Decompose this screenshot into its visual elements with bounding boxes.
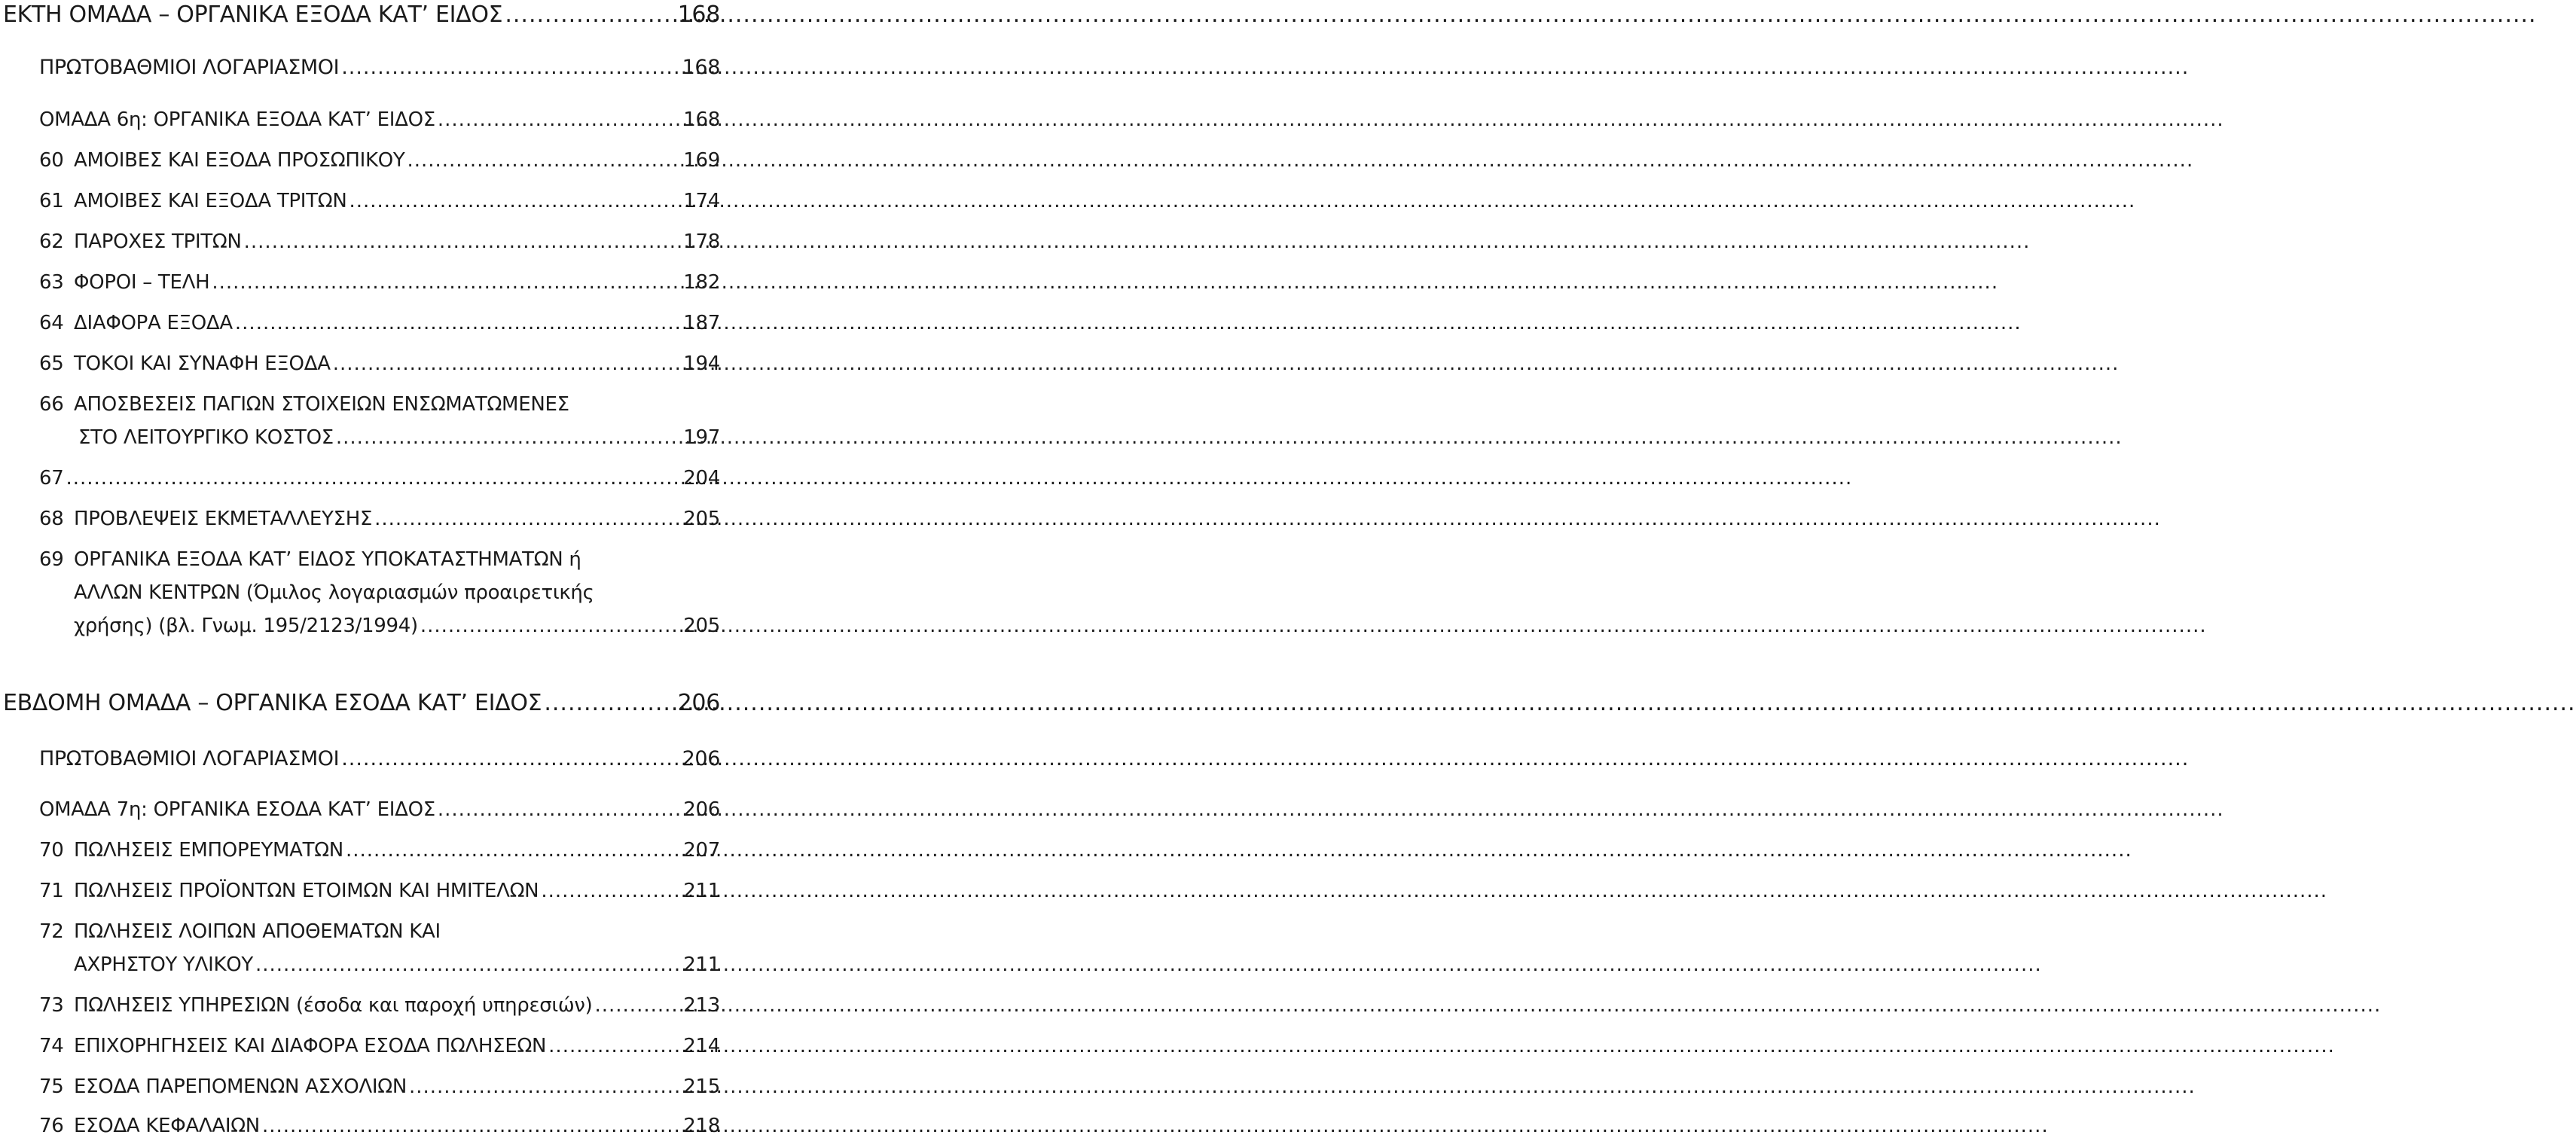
- dot-leader: [438, 108, 679, 131]
- toc-page: 168: [683, 108, 720, 131]
- toc-title: ΕΒΔΟΜΗ ΟΜΑΔΑ – ΟΡΓΑΝΙΚΑ ΕΣΟΔΑ ΚΑΤ’ ΕΙΔΟΣ: [3, 690, 542, 716]
- toc-entry[interactable]: [3, 2, 720, 28]
- dot-leader: [244, 230, 679, 253]
- toc-page: 169: [683, 149, 720, 172]
- toc-page: 213: [683, 994, 720, 1017]
- toc-page: 178: [683, 230, 720, 253]
- toc-page: 207: [683, 839, 720, 862]
- toc-title: ΣΤΟ ΛΕΙΤΟΥΡΓΙΚΟ ΚΟΣΤΟΣ: [78, 426, 334, 449]
- toc-title: ΠΩΛΗΣΕΙΣ ΠΡΟΪΟΝΤΩΝ ΕΤΟΙΜΩΝ ΚΑΙ ΗΜΙΤΕΛΩΝ: [74, 880, 539, 902]
- dot-leader: [548, 1035, 679, 1057]
- toc-page: 211: [683, 953, 720, 976]
- toc-page: 206: [683, 798, 720, 821]
- dot-leader: [407, 149, 679, 172]
- account-number: 63: [39, 271, 64, 294]
- toc-title: ΠΑΡΟΧΕΣ ΤΡΙΤΩΝ: [74, 230, 242, 253]
- toc-entry[interactable]: [78, 426, 720, 449]
- toc-entry[interactable]: [39, 508, 720, 530]
- toc-title: ΕΣΟΔΑ ΚΕΦΑΛΑΙΩΝ: [74, 1115, 260, 1137]
- dot-leader: [420, 615, 679, 637]
- dot-leader: [255, 953, 679, 976]
- toc-page: 168: [677, 2, 720, 28]
- toc-entry[interactable]: [39, 271, 720, 294]
- toc-page: 215: [683, 1075, 720, 1098]
- toc-title: ΕΚΤΗ ΟΜΑΔΑ – ΟΡΓΑΝΙΚΑ ΕΞΟΔΑ ΚΑΤ’ ΕΙΔΟΣ: [3, 2, 503, 28]
- toc-entry[interactable]: [39, 839, 720, 862]
- account-number: 61: [39, 190, 64, 212]
- toc-title: ΦΟΡΟΙ – ΤΕΛΗ: [74, 271, 210, 294]
- account-number: 72: [39, 920, 64, 943]
- toc-entry[interactable]: [39, 994, 720, 1017]
- toc-title: ΑΧΡΗΣΤΟΥ ΥΛΙΚΟΥ: [74, 953, 253, 976]
- account-number: 73: [39, 994, 64, 1017]
- toc-title-line: ΠΩΛΗΣΕΙΣ ΛΟΙΠΩΝ ΑΠΟΘΕΜΑΤΩΝ ΚΑΙ: [74, 920, 441, 943]
- toc-entry[interactable]: [39, 1035, 720, 1057]
- toc-page: 205: [683, 508, 720, 530]
- toc-title: ΑΜΟΙΒΕΣ ΚΑΙ ΕΞΟΔΑ ΤΡΙΤΩΝ: [74, 190, 347, 212]
- account-number: 69: [39, 548, 64, 571]
- toc-page: 205: [683, 615, 720, 637]
- toc-title: ΟΜΑΔΑ 7η: ΟΡΓΑΝΙΚΑ ΕΣΟΔΑ ΚΑΤ’ ΕΙΔΟΣ: [39, 798, 435, 821]
- dot-leader: [341, 747, 677, 770]
- toc-page: 218: [683, 1115, 720, 1137]
- dot-leader: [336, 426, 679, 449]
- toc-title: ΕΣΟΔΑ ΠΑΡΕΠΟΜΕΝΩΝ ΑΣΧΟΛΙΩΝ: [74, 1075, 407, 1098]
- toc-title: ΠΡΩΤΟΒΑΘΜΙΟΙ ΛΟΓΑΡΙΑΣΜΟΙ: [39, 747, 340, 770]
- toc-entry-first-line: [39, 920, 441, 943]
- dot-leader: [262, 1115, 679, 1137]
- dot-leader: [349, 190, 679, 212]
- toc-entry[interactable]: [39, 880, 720, 902]
- dot-leader: [66, 467, 679, 490]
- toc-title-line: ΑΛΛΩΝ ΚΕΝΤΡΩΝ (Όμιλος λογαριασμών προαιρετικής: [74, 581, 594, 604]
- toc-entry-first-line: [39, 548, 581, 571]
- toc-entry[interactable]: [3, 690, 720, 716]
- toc-page: 214: [683, 1035, 720, 1057]
- toc-entry[interactable]: [39, 798, 720, 821]
- toc-title: ΑΜΟΙΒΕΣ ΚΑΙ ΕΞΟΔΑ ΠΡΟΣΩΠΙΚΟΥ: [74, 149, 405, 172]
- account-number: 74: [39, 1035, 64, 1057]
- dot-leader: [374, 508, 679, 530]
- account-number: 76: [39, 1115, 64, 1137]
- dot-leader: [333, 352, 679, 375]
- toc-entry-first-line: [39, 393, 569, 416]
- dot-leader: [235, 312, 679, 334]
- toc-page: 194: [683, 352, 720, 375]
- dot-leader: [594, 994, 679, 1017]
- account-number: 65: [39, 352, 64, 375]
- toc-page: 168: [682, 56, 720, 79]
- toc-title: ΔΙΑΦΟΡΑ ΕΞΟΔΑ: [74, 312, 233, 334]
- dot-leader: [212, 271, 679, 294]
- account-number: 68: [39, 508, 64, 530]
- account-number: 75: [39, 1075, 64, 1098]
- toc-page: 211: [683, 880, 720, 902]
- toc-entry[interactable]: [39, 467, 720, 490]
- toc-page: 206: [682, 747, 720, 770]
- account-number: 62: [39, 230, 64, 253]
- dot-leader: [541, 880, 679, 902]
- toc-entry[interactable]: [39, 108, 720, 131]
- toc-title: ΟΜΑΔΑ 6η: ΟΡΓΑΝΙΚΑ ΕΞΟΔΑ ΚΑΤ’ ΕΙΔΟΣ: [39, 108, 435, 131]
- toc-entry[interactable]: [39, 230, 720, 253]
- dot-leader: [438, 798, 679, 821]
- account-number: 60: [39, 149, 64, 172]
- toc-entry[interactable]: [39, 1075, 720, 1098]
- toc-page: 197: [683, 426, 720, 449]
- toc-title: ΠΩΛΗΣΕΙΣ ΥΠΗΡΕΣΙΩΝ (έσοδα και παροχή υπηρεσιών): [74, 994, 593, 1017]
- toc-entry[interactable]: [39, 352, 720, 375]
- toc-entry[interactable]: [74, 615, 720, 637]
- toc-title-line: ΑΠΟΣΒΕΣΕΙΣ ΠΑΓΙΩΝ ΣΤΟΙΧΕΙΩΝ ΕΝΣΩΜΑΤΩΜΕΝΕΣ: [74, 393, 569, 416]
- dot-leader: [409, 1075, 679, 1098]
- toc-page: 206: [677, 690, 720, 716]
- dot-leader: [544, 690, 673, 716]
- dot-leader: [341, 56, 677, 79]
- toc-page: 204: [683, 467, 720, 490]
- toc-title-line: ΟΡΓΑΝΙΚΑ ΕΞΟΔΑ ΚΑΤ’ ΕΙΔΟΣ ΥΠΟΚΑΤΑΣΤΗΜΑΤΩΝ ή: [74, 548, 581, 571]
- toc-title: χρήσης) (βλ. Γνωμ. 195/2123/1994): [74, 615, 418, 637]
- toc-entry[interactable]: [39, 312, 720, 334]
- toc-entry[interactable]: [39, 1115, 720, 1137]
- toc-title: ΠΩΛΗΣΕΙΣ ΕΜΠΟΡΕΥΜΑΤΩΝ: [74, 839, 343, 862]
- account-number: 66: [39, 393, 64, 416]
- dot-leader: [505, 2, 673, 28]
- account-number: 64: [39, 312, 64, 334]
- toc-entry[interactable]: [74, 953, 720, 976]
- toc-title: ΠΡΟΒΛΕΨΕΙΣ ΕΚΜΕΤΑΛΛΕΥΣΗΣ: [74, 508, 373, 530]
- account-number: 71: [39, 880, 64, 902]
- toc-entry[interactable]: [39, 747, 720, 770]
- toc-entry[interactable]: [39, 149, 720, 172]
- toc-page: 182: [683, 271, 720, 294]
- toc-title: ΠΡΩΤΟΒΑΘΜΙΟΙ ΛΟΓΑΡΙΑΣΜΟΙ: [39, 56, 340, 79]
- account-number: 67: [39, 467, 64, 490]
- toc-entry[interactable]: [39, 56, 720, 79]
- account-number: 70: [39, 839, 64, 862]
- toc-entry[interactable]: [39, 190, 720, 212]
- toc-title: ΤΟΚΟΙ ΚΑΙ ΣΥΝΑΦΗ ΕΞΟΔΑ: [74, 352, 331, 375]
- dot-leader: [346, 839, 679, 862]
- toc-page: 187: [683, 312, 720, 334]
- toc-page: 174: [683, 190, 720, 212]
- toc-title: ΕΠΙΧΟΡΗΓΗΣΕΙΣ ΚΑΙ ΔΙΑΦΟΡΑ ΕΣΟΔΑ ΠΩΛΗΣΕΩΝ: [74, 1035, 547, 1057]
